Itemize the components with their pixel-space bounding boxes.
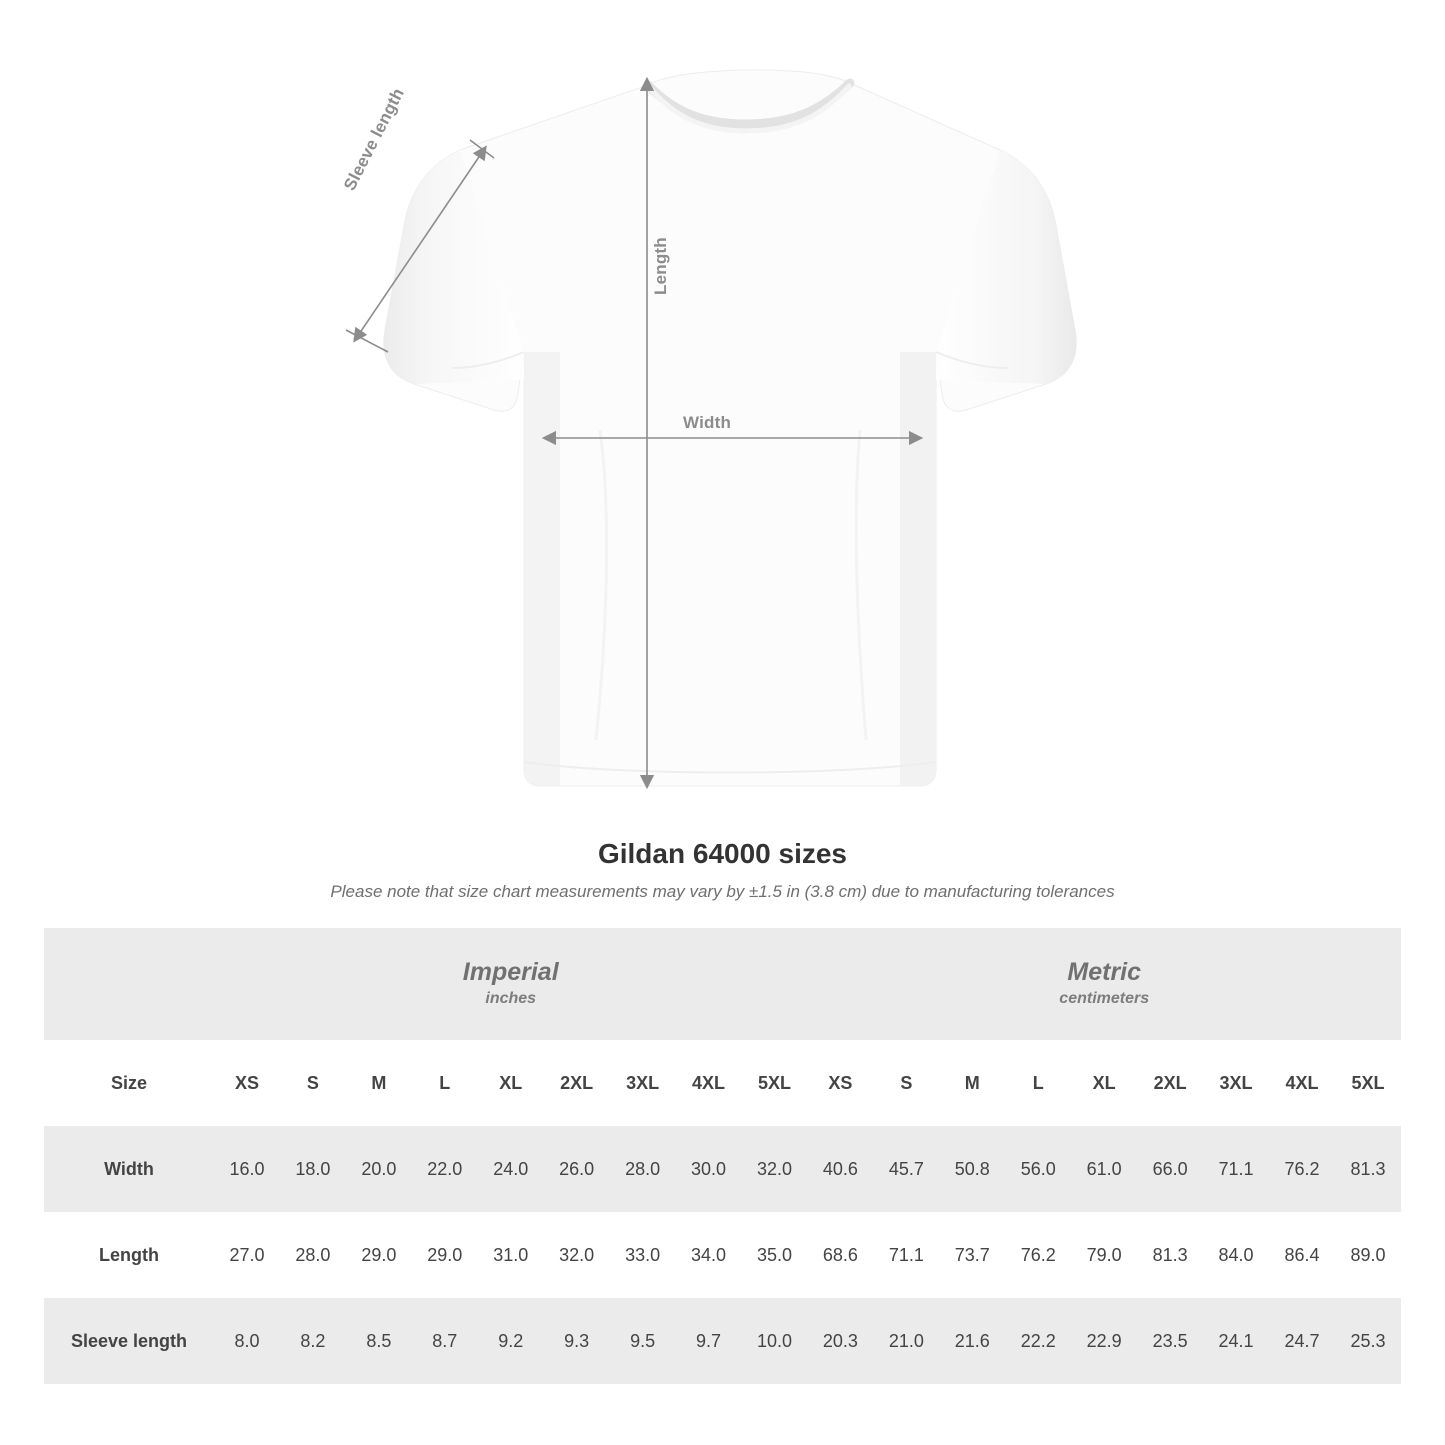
size-header-imp-5: 2XL xyxy=(560,1072,594,1093)
cell-sleeve-imp-2: 8.5 xyxy=(366,1330,392,1351)
cell-width-imp-1: 18.0 xyxy=(295,1158,331,1179)
cell-length-met-1: 71.1 xyxy=(888,1244,924,1265)
size-header-imp-8: 5XL xyxy=(757,1072,791,1093)
cell-width-met-3: 56.0 xyxy=(1020,1158,1056,1179)
size-header-met-4: XL xyxy=(1092,1072,1116,1093)
size-header-met-8: 5XL xyxy=(1351,1072,1385,1093)
cell-width-imp-0: 16.0 xyxy=(229,1158,265,1179)
size-header-imp-2: M xyxy=(371,1072,387,1093)
cell-length-imp-8: 35.0 xyxy=(756,1244,792,1265)
size-header-imp-6: 3XL xyxy=(626,1072,660,1093)
row-label-sleeve-length: Sleeve length xyxy=(70,1330,188,1351)
size-header-met-6: 3XL xyxy=(1219,1072,1253,1093)
tolerance-note: Please note that size chart measurements may vary by ±1.5 in (3.8 cm) due to manufacturing tolerances xyxy=(330,882,1115,901)
cell-length-imp-7: 34.0 xyxy=(691,1244,727,1265)
cell-width-met-8: 81.3 xyxy=(1350,1158,1386,1179)
cell-sleeve-met-0: 20.3 xyxy=(822,1330,858,1351)
cell-sleeve-met-5: 23.5 xyxy=(1152,1330,1188,1351)
cell-sleeve-imp-1: 8.2 xyxy=(300,1330,326,1351)
size-header-imp-3: L xyxy=(439,1072,451,1093)
cell-length-imp-3: 29.0 xyxy=(427,1244,463,1265)
cell-width-met-6: 71.1 xyxy=(1218,1158,1254,1179)
cell-width-met-7: 76.2 xyxy=(1284,1158,1320,1179)
row-label-width: Width xyxy=(104,1158,154,1179)
cell-width-imp-6: 28.0 xyxy=(625,1158,661,1179)
cell-length-met-8: 89.0 xyxy=(1350,1244,1386,1265)
unit-header-imperial xyxy=(214,928,807,1040)
size-header-imp-7: 4XL xyxy=(692,1072,726,1093)
unit-name-imperial: Imperial xyxy=(462,958,559,987)
chart-header xyxy=(0,838,1445,902)
cell-length-imp-4: 31.0 xyxy=(493,1244,529,1265)
cell-length-imp-6: 33.0 xyxy=(625,1244,661,1265)
cell-sleeve-imp-3: 8.7 xyxy=(432,1330,458,1351)
cell-length-imp-1: 28.0 xyxy=(295,1244,331,1265)
cell-length-met-0: 68.6 xyxy=(822,1244,858,1265)
row-label-length: Length xyxy=(99,1244,159,1265)
unit-name-metric: Metric xyxy=(1067,958,1142,987)
cell-sleeve-met-1: 21.0 xyxy=(888,1330,924,1351)
cell-width-imp-3: 22.0 xyxy=(427,1158,463,1179)
cell-width-imp-4: 24.0 xyxy=(493,1158,529,1179)
length-label: Length xyxy=(651,237,670,295)
cell-length-imp-2: 29.0 xyxy=(361,1244,397,1265)
unit-sub-metric: centimeters xyxy=(1059,990,1150,1008)
size-header-met-2: M xyxy=(964,1072,980,1093)
unit-header-row xyxy=(44,928,1401,1040)
table-row xyxy=(44,1298,1401,1384)
cell-length-met-4: 79.0 xyxy=(1086,1244,1122,1265)
cell-sleeve-imp-0: 8.0 xyxy=(234,1330,260,1351)
cell-length-met-6: 84.0 xyxy=(1218,1244,1254,1265)
size-header-met-5: 2XL xyxy=(1153,1072,1187,1093)
cell-length-imp-5: 32.0 xyxy=(559,1244,595,1265)
unit-corner-cell xyxy=(44,928,214,1040)
cell-sleeve-met-3: 22.2 xyxy=(1020,1330,1056,1351)
cell-width-met-2: 50.8 xyxy=(954,1158,990,1179)
size-label-cell: Size xyxy=(110,1072,148,1093)
size-table-wrapper xyxy=(0,928,1445,1384)
table-row xyxy=(44,1126,1401,1212)
size-header-imp-1: S xyxy=(306,1072,319,1093)
cell-sleeve-imp-4: 9.2 xyxy=(498,1330,524,1351)
cell-sleeve-met-7: 24.7 xyxy=(1284,1330,1320,1351)
cell-length-imp-0: 27.0 xyxy=(229,1244,265,1265)
size-header-met-3: L xyxy=(1032,1072,1044,1093)
cell-length-met-2: 73.7 xyxy=(954,1244,990,1265)
size-header-imp-0: XS xyxy=(234,1072,259,1093)
cell-width-imp-7: 30.0 xyxy=(691,1158,727,1179)
unit-header-metric xyxy=(807,928,1401,1040)
width-label: Width xyxy=(683,413,732,432)
size-table xyxy=(44,928,1401,1384)
cell-width-imp-2: 20.0 xyxy=(361,1158,397,1179)
cell-sleeve-met-2: 21.6 xyxy=(954,1330,990,1351)
size-header-met-7: 4XL xyxy=(1285,1072,1319,1093)
cell-width-met-1: 45.7 xyxy=(888,1158,924,1179)
cell-width-met-4: 61.0 xyxy=(1086,1158,1122,1179)
cell-width-imp-5: 26.0 xyxy=(559,1158,595,1179)
cell-width-met-5: 66.0 xyxy=(1152,1158,1188,1179)
cell-sleeve-imp-8: 10.0 xyxy=(756,1330,792,1351)
size-header-met-0: XS xyxy=(828,1072,853,1093)
cell-sleeve-met-6: 24.1 xyxy=(1218,1330,1254,1351)
cell-length-met-5: 81.3 xyxy=(1152,1244,1188,1265)
size-header-imp-4: XL xyxy=(499,1072,523,1093)
cell-sleeve-met-4: 22.9 xyxy=(1086,1330,1122,1351)
cell-length-met-7: 86.4 xyxy=(1284,1244,1320,1265)
size-header-row xyxy=(44,1040,1401,1126)
cell-sleeve-imp-5: 9.3 xyxy=(564,1330,590,1351)
size-header-met-1: S xyxy=(900,1072,913,1093)
cell-sleeve-imp-6: 9.5 xyxy=(630,1330,656,1351)
sleeve-length-label: Sleeve length xyxy=(340,85,408,194)
cell-sleeve-met-8: 25.3 xyxy=(1350,1330,1386,1351)
cell-sleeve-imp-7: 9.7 xyxy=(696,1330,722,1351)
unit-sub-imperial: inches xyxy=(485,990,537,1008)
cell-width-imp-8: 32.0 xyxy=(756,1158,792,1179)
cell-length-met-3: 76.2 xyxy=(1020,1244,1056,1265)
cell-width-met-0: 40.6 xyxy=(822,1158,858,1179)
page-title: Gildan 64000 sizes xyxy=(597,838,848,869)
table-row xyxy=(44,1212,1401,1298)
